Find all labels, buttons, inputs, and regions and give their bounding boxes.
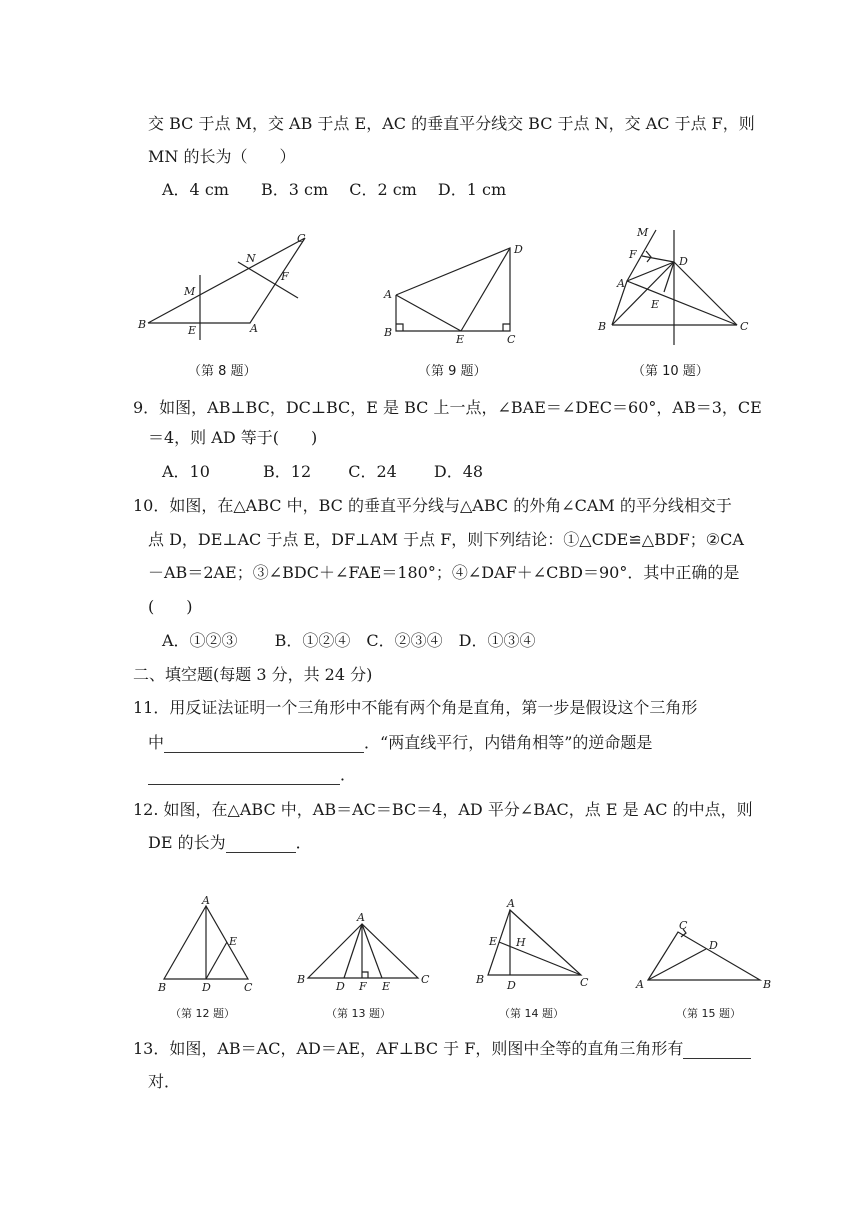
caption-13: （第 13 题） <box>326 1007 391 1020</box>
fig8-label-A: A <box>250 322 258 335</box>
problem13-line1 <box>133 1039 751 1059</box>
caption-9: （第 9 题） <box>418 364 487 379</box>
fig15-label-C: C <box>679 919 688 932</box>
fig8-label-E: E <box>188 324 197 337</box>
fig14-label-D: D <box>507 979 516 992</box>
answer-blank-13[interactable] <box>683 1042 751 1059</box>
fig12-label-B: B <box>158 981 167 994</box>
fig8-label-C: C <box>297 232 306 245</box>
fig14-label-A: A <box>507 897 515 910</box>
fig12-label-D: D <box>202 981 211 994</box>
fig8-label-N: N <box>246 252 256 265</box>
fig9-label-B: B <box>384 326 393 339</box>
problem13-line1-text: 13．如图，AB＝AC，AD＝AE，AF⊥BC 于 F，则图中全等的直角三角形有 <box>133 1039 684 1058</box>
fig14-label-H: H <box>516 936 526 949</box>
fig10-label-B: B <box>598 320 607 333</box>
problem8-options: A．4 cm B．3 cm C．2 cm D．1 cm <box>162 180 507 199</box>
fig15-triangle <box>648 932 760 980</box>
fig9-label-C: C <box>507 333 516 346</box>
fig13-label-A: A <box>357 911 365 924</box>
problem9-options: A．10 B．12 C．24 D．48 <box>162 462 484 481</box>
problem10-options: A．①②③ B．①②④ C．②③④ D．①③④ <box>162 631 536 650</box>
fig9-label-E: E <box>456 333 465 346</box>
caption-12: （第 12 题） <box>170 1007 235 1020</box>
caption-14: （第 14 题） <box>499 1007 564 1020</box>
problem10-line3: －AB＝2AE；③∠BDC＋∠FAE＝180°；④∠DAF＋∠CBD＝90°．其中正确的是 <box>148 563 740 582</box>
problem11-line3-suffix: ． <box>340 765 357 784</box>
problem10-line2: 点 D，DE⊥AC 于点 E，DF⊥AM 于点 F，则下列结论：①△CDE≌△BDF；②CA <box>148 530 744 549</box>
problem13-line2: 对． <box>148 1072 181 1091</box>
fig10-label-C: C <box>740 320 749 333</box>
caption-10: （第 10 题） <box>632 364 709 379</box>
problem12-line2-prefix: DE 的长为 <box>148 833 226 852</box>
fig14-label-B: B <box>476 973 485 986</box>
problem8-line1: 交 BC 于点 M，交 AB 于点 E，AC 的垂直平分线交 BC 于点 N，交 AC 于点 F，则 <box>148 114 755 133</box>
fig13-label-D: D <box>336 980 345 993</box>
problem11-line2-suffix: ．“两直线平行，内错角相等”的逆命题是 <box>364 733 653 752</box>
fig13-label-F: F <box>359 980 367 993</box>
problem11-line2-prefix: 中 <box>148 733 165 752</box>
fig10-label-M: M <box>637 226 649 239</box>
fig10-label-D: D <box>679 255 688 268</box>
caption-15: （第 15 题） <box>676 1007 741 1020</box>
fig15-label-D: D <box>709 939 718 952</box>
fig12-label-C: C <box>244 981 253 994</box>
fig8-label-M: M <box>184 285 196 298</box>
fig13-label-C: C <box>421 973 430 986</box>
section-fill-in-title: 二、填空题(每题 3 分，共 24 分) <box>133 665 373 684</box>
fig12-label-E: E <box>229 935 238 948</box>
fig13-label-E: E <box>382 980 391 993</box>
fig14-label-C: C <box>580 976 589 989</box>
problem9-line2: ＝4，则 AD 等于( ) <box>148 428 318 447</box>
problem11-line1: 11．用反证法证明一个三角形中不能有两个角是直角，第一步是假设这个三角形 <box>133 698 698 717</box>
fig15-label-A: A <box>636 978 644 991</box>
fig8-label-B: B <box>138 318 147 331</box>
problem10-line1: 10．如图，在△ABC 中，BC 的垂直平分线与△ABC 的外角∠CAM 的平分线相交于 <box>133 496 732 515</box>
problem12-line2-suffix: ． <box>295 833 312 852</box>
problem9-line1: 9．如图，AB⊥BC，DC⊥BC，E 是 BC 上一点，∠BAE＝∠DEC＝60°，AB＝3，CE <box>133 398 762 417</box>
fig9-label-A: A <box>384 288 392 301</box>
fig10-label-F: F <box>629 248 637 261</box>
fig14-label-E: E <box>489 935 498 948</box>
fig10-label-E: E <box>651 298 660 311</box>
fig13-label-B: B <box>297 973 306 986</box>
caption-8: （第 8 题） <box>188 364 257 379</box>
fig9-label-D: D <box>514 243 523 256</box>
fig10-label-A: A <box>617 277 625 290</box>
problem12-line1: 12. 如图，在△ABC 中，AB＝AC＝BC＝4，AD 平分∠BAC，点 E 是 AC 的中点，则 <box>133 800 753 819</box>
fig15-AD <box>648 949 706 980</box>
problem8-line2: MN 的长为（ ） <box>148 147 296 166</box>
fig8-label-F: F <box>281 270 289 283</box>
fig15-label-B: B <box>763 978 772 991</box>
problem10-line4: ( ) <box>148 597 193 616</box>
fig12-label-A: A <box>202 894 210 907</box>
